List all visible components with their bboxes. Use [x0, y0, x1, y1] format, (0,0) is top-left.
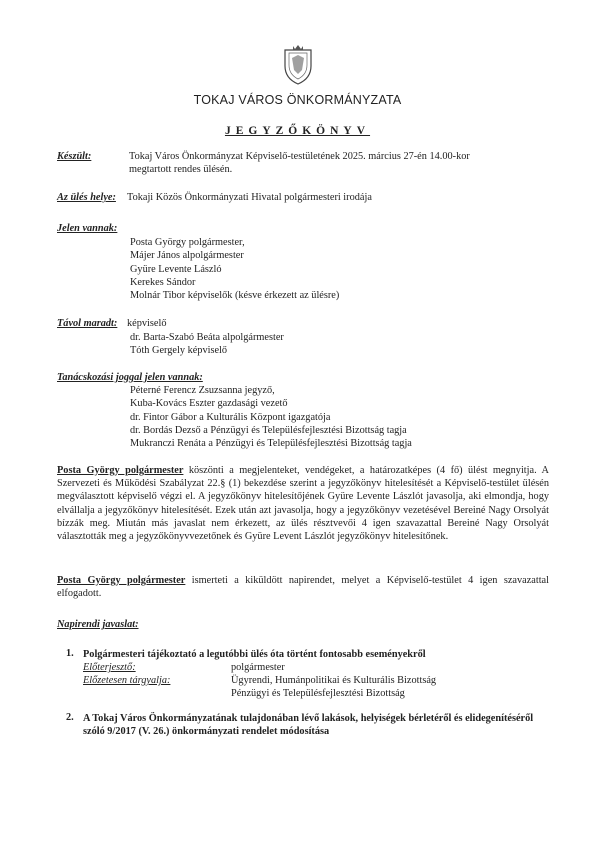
present-item: Posta György polgármester,	[130, 237, 245, 248]
present-label: Jelen vannak:	[57, 223, 118, 234]
city-crest-icon	[281, 44, 315, 86]
keszult-label: Készült:	[57, 151, 92, 162]
document-title: JEGYZŐKÖNYV	[224, 125, 371, 137]
opening-paragraph	[57, 464, 549, 543]
paragraph-text: ismerteti a kiküldött napirendet, melyet a Képviselő-testület 4 igen szavazattal elfogadott.	[57, 575, 549, 600]
absent-list	[130, 331, 284, 358]
present-item: Molnár Tibor képviselők (késve érkezett az ülésre)	[130, 290, 340, 302]
presenter-label: Előterjesztő:	[83, 662, 136, 673]
present-item: Májer János alpolgármester	[130, 250, 244, 262]
advisory-item: Kuba-Kovács Eszter gazdasági vezető	[130, 398, 288, 410]
advisory-item: Mukranczi Renáta a Pénzügyi és Településfejlesztési Bizottság tagja	[130, 438, 412, 450]
keszult-text-line2: megtartott rendes ülésén.	[129, 164, 233, 175]
speaker-name: Posta György polgármester	[57, 465, 184, 476]
reviewed-value: Pénzügyi és Településfejlesztési Bizottság	[231, 688, 405, 699]
city-heading: TOKAJ VÁROS ÖNKORMÁNYZATA	[193, 93, 402, 107]
agenda-item-title: A Tokaj Város Önkormányzatának tulajdonában lévő lakások, helyiségek bérletéről és elidegenítéséről szóló 9/2017 (V. 26.) önkormányzati rendelet módosítása	[83, 713, 534, 737]
speaker-name: Posta György polgármester	[57, 575, 186, 586]
paragraph-text: köszönti a megjelenteket, vendégeket, a határozatképes (4 fő) ülést megnyitja. A Szervezeti és Működési Szabályzat 22.§ (1) bekezdése szerint a jegyzőkönyv hitelesítését a Képviselő-testület ülésén megválasztott képviselő végzi el. A jegyzőkönyv hitelesítőjének Gyüre Levente Lászlót javasolja, aki elmondja, hogy elvállalja a jegyzőkönyv hitelesítését. Ezek után azt javasolja, hogy a jegyzőkönyv vezetésével Bereiné Nagy Orsolyát bízzák meg. Miután más javaslat nem érkezett, az ülés résztvevői 4 igen szavazattal Bereiné Nagy Orsolyát választották meg a jegyzőkönyvvezetőnek és Gyüre Levent Lászlót jegyzőkönyv hitelesítőnek.	[57, 465, 549, 543]
advisory-item: dr. Fintor Gábor a Kulturális Központ igazgatója	[130, 411, 331, 423]
advisory-list	[130, 384, 412, 450]
advisory-label: Tanácskozási joggal jelen vannak:	[57, 372, 203, 383]
reviewed-label: Előzetesen tárgyalja:	[83, 675, 171, 686]
absent-first: képviselő	[127, 318, 167, 329]
absent-item: dr. Barta-Szabó Beáta alpolgármester	[130, 332, 284, 343]
presenter-value: polgármester	[231, 662, 285, 673]
agenda-item-number: 2.	[66, 712, 74, 723]
agenda-label: Napirendi javaslat:	[57, 619, 139, 630]
present-item: Gyüre Levente László	[130, 263, 222, 275]
meeting-place-label: Az ülés helye:	[57, 192, 116, 203]
agenda-item-number: 1.	[66, 648, 74, 659]
advisory-item: dr. Bordás Dezső a Pénzügyi és Településfejlesztési Bizottság tagja	[130, 424, 407, 436]
meeting-place-text: Tokaji Közös Önkormányzati Hivatal polgármesteri irodája	[127, 192, 372, 203]
agenda-paragraph	[57, 574, 549, 600]
present-item: Kerekes Sándor	[130, 276, 196, 288]
reviewed-value: Ügyrendi, Humánpolitikai és Kulturális Bizottság	[231, 675, 437, 686]
agenda-item-title: Polgármesteri tájékoztató a legutóbbi ülés óta történt fontosabb eseményekről	[83, 649, 426, 660]
keszult-text-line1: Tokaj Város Önkormányzat Képviselő-testületének 2025. március 27-én 14.00-kor	[129, 151, 470, 162]
absent-item: Tóth Gergely képviselő	[130, 345, 228, 357]
advisory-item: Péterné Ferencz Zsuzsanna jegyző,	[130, 385, 275, 396]
present-list	[130, 236, 339, 302]
absent-label: Távol maradt:	[57, 318, 118, 329]
